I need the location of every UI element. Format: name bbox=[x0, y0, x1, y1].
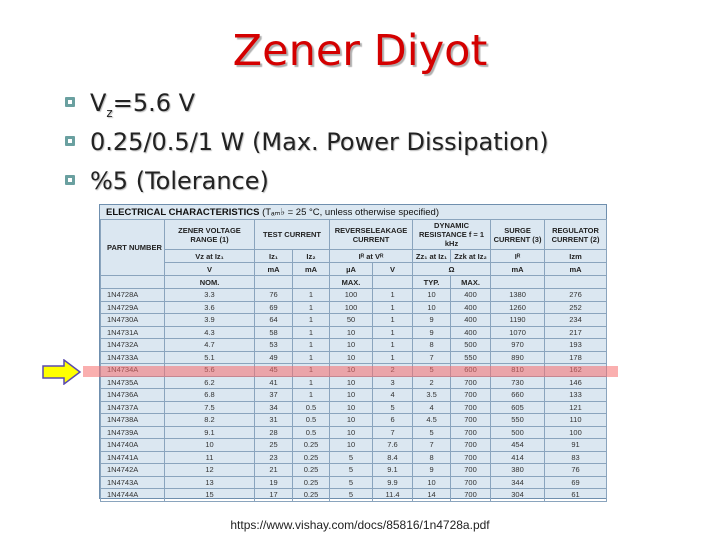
value-cell: 700 bbox=[451, 376, 491, 389]
value-cell: 550 bbox=[451, 351, 491, 364]
regulator-current-header: REGULATOR CURRENT (2) bbox=[545, 220, 607, 250]
value-cell: 454 bbox=[491, 439, 545, 452]
empty-cell bbox=[101, 276, 165, 289]
value-cell: 7.5 bbox=[165, 401, 255, 414]
value-cell: 5.1 bbox=[165, 351, 255, 364]
value-cell: 10 bbox=[330, 326, 373, 339]
unit-ma-3: mA bbox=[491, 263, 545, 276]
value-cell: 5 bbox=[330, 476, 373, 489]
part-number-cell: 1N4730A bbox=[101, 314, 165, 327]
value-cell: 49 bbox=[255, 351, 293, 364]
part-number-cell: 1N4732A bbox=[101, 339, 165, 352]
value-cell: 1 bbox=[373, 351, 413, 364]
value-cell: 400 bbox=[451, 301, 491, 314]
value-cell: 61 bbox=[545, 489, 607, 502]
value-cell: 10 bbox=[330, 401, 373, 414]
value-cell: 5 bbox=[330, 451, 373, 464]
value-cell: 7 bbox=[413, 351, 451, 364]
unit-v: V bbox=[165, 263, 255, 276]
value-cell: 252 bbox=[545, 301, 607, 314]
value-cell: 83 bbox=[545, 451, 607, 464]
value-cell: 0.25 bbox=[293, 464, 330, 477]
value-cell: 5 bbox=[373, 401, 413, 414]
value-cell: 1 bbox=[373, 314, 413, 327]
value-cell: 9 bbox=[413, 314, 451, 327]
value-cell: 8 bbox=[413, 451, 451, 464]
table-row bbox=[101, 489, 607, 502]
value-cell: 1 bbox=[293, 326, 330, 339]
table-row bbox=[101, 439, 607, 452]
value-cell: 344 bbox=[491, 476, 545, 489]
unit-ua: µA bbox=[330, 263, 373, 276]
value-cell: 69 bbox=[255, 301, 293, 314]
value-cell: 64 bbox=[255, 314, 293, 327]
value-cell: 21 bbox=[255, 464, 293, 477]
value-cell: 11 bbox=[165, 451, 255, 464]
value-cell: 14 bbox=[413, 489, 451, 502]
value-cell: 41 bbox=[255, 376, 293, 389]
value-cell: 5 bbox=[413, 426, 451, 439]
part-number-cell: 1N4729A bbox=[101, 301, 165, 314]
symbol-ir-vr: Iᴿ at Vᴿ bbox=[330, 250, 413, 263]
value-cell: 4 bbox=[373, 389, 413, 402]
value-cell: 730 bbox=[491, 376, 545, 389]
value-cell: 217 bbox=[545, 326, 607, 339]
electrical-characteristics-table bbox=[99, 204, 607, 499]
table-row bbox=[101, 289, 607, 302]
value-cell: 10 bbox=[413, 301, 451, 314]
part-number-cell: 1N4741A bbox=[101, 451, 165, 464]
surge-current-header: SURGE CURRENT (3) bbox=[491, 220, 545, 250]
value-cell: 8 bbox=[413, 339, 451, 352]
value-cell: 10 bbox=[413, 476, 451, 489]
value-cell: 1 bbox=[293, 376, 330, 389]
value-cell: 400 bbox=[451, 326, 491, 339]
value-cell: 970 bbox=[491, 339, 545, 352]
value-cell: 9.1 bbox=[165, 426, 255, 439]
value-cell: 50 bbox=[330, 314, 373, 327]
value-cell: 0.25 bbox=[293, 451, 330, 464]
value-cell: 400 bbox=[451, 289, 491, 302]
part-number-cell: 1N4744A bbox=[101, 489, 165, 502]
value-cell: 700 bbox=[451, 451, 491, 464]
value-cell: 11.4 bbox=[373, 489, 413, 502]
value-cell: 5 bbox=[330, 464, 373, 477]
part-number-cell: 1N4735A bbox=[101, 376, 165, 389]
dynamic-resistance-header: DYNAMIC RESISTANCE f = 1 kHz bbox=[413, 220, 491, 250]
value-cell: 146 bbox=[545, 376, 607, 389]
value-cell: 15 bbox=[165, 489, 255, 502]
value-cell: 8.4 bbox=[373, 451, 413, 464]
table-row bbox=[101, 426, 607, 439]
value-cell: 700 bbox=[451, 389, 491, 402]
table-row bbox=[101, 351, 607, 364]
subheader-nom: NOM. bbox=[165, 276, 255, 289]
value-cell: 178 bbox=[545, 351, 607, 364]
part-number-header: PART NUMBER bbox=[101, 220, 165, 276]
empty-cell bbox=[491, 276, 545, 289]
subheader-typ: TYP. bbox=[413, 276, 451, 289]
value-cell: 0.5 bbox=[293, 426, 330, 439]
value-cell: 890 bbox=[491, 351, 545, 364]
value-cell: 0.5 bbox=[293, 401, 330, 414]
value-cell: 100 bbox=[330, 301, 373, 314]
bullet-power: 0.25/0.5/1 W (Max. Power Dissipation) bbox=[62, 127, 549, 166]
table-row bbox=[101, 401, 607, 414]
value-cell: 3.9 bbox=[165, 314, 255, 327]
value-cell: 69 bbox=[545, 476, 607, 489]
part-number-cell: 1N4736A bbox=[101, 389, 165, 402]
value-cell: 76 bbox=[255, 289, 293, 302]
value-cell: 700 bbox=[451, 439, 491, 452]
subheader-max-2: MAX. bbox=[451, 276, 491, 289]
value-cell: 0.25 bbox=[293, 439, 330, 452]
bullet-list bbox=[62, 88, 549, 205]
value-cell: 10 bbox=[330, 426, 373, 439]
test-current-header: TEST CURRENT bbox=[255, 220, 330, 250]
value-cell: 7 bbox=[373, 426, 413, 439]
value-cell: 1 bbox=[293, 351, 330, 364]
value-cell: 500 bbox=[451, 339, 491, 352]
value-cell: 19 bbox=[255, 476, 293, 489]
unit-ohm: Ω bbox=[413, 263, 491, 276]
value-cell: 4.5 bbox=[413, 414, 451, 427]
value-cell: 133 bbox=[545, 389, 607, 402]
value-cell: 6.2 bbox=[165, 376, 255, 389]
value-cell: 7.6 bbox=[373, 439, 413, 452]
value-cell: 100 bbox=[330, 289, 373, 302]
table-row bbox=[101, 451, 607, 464]
value-cell: 3.3 bbox=[165, 289, 255, 302]
value-cell: 0.25 bbox=[293, 489, 330, 502]
symbol-izt2: Iz₂ bbox=[293, 250, 330, 263]
value-cell: 10 bbox=[330, 439, 373, 452]
part-number-cell: 1N4731A bbox=[101, 326, 165, 339]
value-cell: 31 bbox=[255, 414, 293, 427]
table-row bbox=[101, 476, 607, 489]
value-cell: 414 bbox=[491, 451, 545, 464]
value-cell: 700 bbox=[451, 414, 491, 427]
value-cell: 10 bbox=[330, 339, 373, 352]
value-cell: 10 bbox=[330, 389, 373, 402]
value-cell: 0.25 bbox=[293, 476, 330, 489]
value-cell: 1 bbox=[293, 389, 330, 402]
value-cell: 121 bbox=[545, 401, 607, 414]
part-number-cell: 1N4742A bbox=[101, 464, 165, 477]
part-number-cell: 1N4733A bbox=[101, 351, 165, 364]
empty-cell bbox=[373, 276, 413, 289]
symbol-vz: Vz at Iz₁ bbox=[165, 250, 255, 263]
part-number-cell: 1N4738A bbox=[101, 414, 165, 427]
table-row bbox=[101, 301, 607, 314]
value-cell: 4 bbox=[413, 401, 451, 414]
value-cell: 58 bbox=[255, 326, 293, 339]
value-cell: 1 bbox=[373, 289, 413, 302]
value-cell: 1190 bbox=[491, 314, 545, 327]
value-cell: 13 bbox=[165, 476, 255, 489]
source-link[interactable]: https://www.vishay.com/docs/85816/1n4728a.pdf bbox=[230, 518, 490, 532]
table-row bbox=[101, 389, 607, 402]
value-cell: 3 bbox=[373, 376, 413, 389]
value-cell: 4.3 bbox=[165, 326, 255, 339]
value-cell: 1 bbox=[293, 339, 330, 352]
value-cell: 9.1 bbox=[373, 464, 413, 477]
symbol-zzk: Zzk at Iz₂ bbox=[451, 250, 491, 263]
value-cell: 1 bbox=[293, 289, 330, 302]
value-cell: 700 bbox=[451, 401, 491, 414]
value-cell: 3.6 bbox=[165, 301, 255, 314]
value-cell: 8.2 bbox=[165, 414, 255, 427]
value-cell: 1 bbox=[293, 314, 330, 327]
value-cell: 1 bbox=[293, 301, 330, 314]
symbol-izt1: Iz₁ bbox=[255, 250, 293, 263]
value-cell: 9 bbox=[413, 464, 451, 477]
value-cell: 10 bbox=[330, 351, 373, 364]
slide-title: Zener Diyot bbox=[232, 26, 488, 76]
value-cell: 23 bbox=[255, 451, 293, 464]
table-row bbox=[101, 376, 607, 389]
part-number-cell: 1N4740A bbox=[101, 439, 165, 452]
value-cell: 1260 bbox=[491, 301, 545, 314]
table-row bbox=[101, 339, 607, 352]
empty-cell bbox=[293, 276, 330, 289]
square-bullet-icon bbox=[65, 175, 75, 185]
table-row bbox=[101, 464, 607, 477]
value-cell: 400 bbox=[451, 314, 491, 327]
value-cell: 234 bbox=[545, 314, 607, 327]
value-cell: 10 bbox=[413, 289, 451, 302]
table-row bbox=[101, 414, 607, 427]
value-cell: 110 bbox=[545, 414, 607, 427]
value-cell: 9 bbox=[413, 326, 451, 339]
value-cell: 28 bbox=[255, 426, 293, 439]
empty-cell bbox=[545, 276, 607, 289]
value-cell: 3.5 bbox=[413, 389, 451, 402]
table-title: ELECTRICAL CHARACTERISTICS (Tₐₘ♭ = 25 °C, unless otherwise specified) bbox=[106, 207, 439, 218]
value-cell: 304 bbox=[491, 489, 545, 502]
reverse-leakage-header: REVERSELEAKAGE CURRENT bbox=[330, 220, 413, 250]
value-cell: 0.5 bbox=[293, 414, 330, 427]
value-cell: 5 bbox=[330, 489, 373, 502]
value-cell: 1 bbox=[373, 301, 413, 314]
value-cell: 76 bbox=[545, 464, 607, 477]
value-cell: 1 bbox=[373, 339, 413, 352]
square-bullet-icon bbox=[65, 136, 75, 146]
table-row bbox=[101, 326, 607, 339]
value-cell: 91 bbox=[545, 439, 607, 452]
value-cell: 660 bbox=[491, 389, 545, 402]
value-cell: 2 bbox=[413, 376, 451, 389]
value-cell: 10 bbox=[330, 376, 373, 389]
value-cell: 1380 bbox=[491, 289, 545, 302]
part-number-cell: 1N4728A bbox=[101, 289, 165, 302]
subheader-max: MAX. bbox=[330, 276, 373, 289]
symbol-ir: Iᴿ bbox=[491, 250, 545, 263]
value-cell: 7 bbox=[413, 439, 451, 452]
characteristics-grid bbox=[100, 219, 607, 502]
unit-ma-1: mA bbox=[255, 263, 293, 276]
value-cell: 4.7 bbox=[165, 339, 255, 352]
value-cell: 37 bbox=[255, 389, 293, 402]
value-cell: 193 bbox=[545, 339, 607, 352]
value-cell: 10 bbox=[330, 414, 373, 427]
value-cell: 550 bbox=[491, 414, 545, 427]
value-cell: 500 bbox=[491, 426, 545, 439]
value-cell: 53 bbox=[255, 339, 293, 352]
part-number-cell: 1N4737A bbox=[101, 401, 165, 414]
value-cell: 12 bbox=[165, 464, 255, 477]
symbol-zzt: Zz₁ at Iz₁ bbox=[413, 250, 451, 263]
table-row bbox=[101, 314, 607, 327]
value-cell: 700 bbox=[451, 489, 491, 502]
value-cell: 1 bbox=[373, 326, 413, 339]
value-cell: 6 bbox=[373, 414, 413, 427]
value-cell: 700 bbox=[451, 426, 491, 439]
value-cell: 25 bbox=[255, 439, 293, 452]
unit-ma-2: mA bbox=[293, 263, 330, 276]
square-bullet-icon bbox=[65, 97, 75, 107]
unit-ma-4: mA bbox=[545, 263, 607, 276]
bullet-voltage: $V_z=5.6$ V bbox=[62, 88, 549, 127]
part-number-cell: 1N4739A bbox=[101, 426, 165, 439]
value-cell: 17 bbox=[255, 489, 293, 502]
empty-cell bbox=[255, 276, 293, 289]
value-cell: 34 bbox=[255, 401, 293, 414]
value-cell: 100 bbox=[545, 426, 607, 439]
symbol-izm: Izm bbox=[545, 250, 607, 263]
part-number-cell: 1N4743A bbox=[101, 476, 165, 489]
zener-voltage-header: ZENER VOLTAGE RANGE (1) bbox=[165, 220, 255, 250]
unit-v-2: V bbox=[373, 263, 413, 276]
value-cell: 276 bbox=[545, 289, 607, 302]
value-cell: 1070 bbox=[491, 326, 545, 339]
value-cell: 700 bbox=[451, 476, 491, 489]
value-cell: 9.9 bbox=[373, 476, 413, 489]
arrow-right-icon bbox=[42, 359, 82, 385]
value-cell: 700 bbox=[451, 464, 491, 477]
value-cell: 605 bbox=[491, 401, 545, 414]
value-cell: 6.8 bbox=[165, 389, 255, 402]
value-cell: 380 bbox=[491, 464, 545, 477]
table-body bbox=[101, 289, 607, 502]
highlight-row-overlay bbox=[83, 366, 618, 377]
value-cell: 10 bbox=[165, 439, 255, 452]
bullet-tolerance: %5 (Tolerance) bbox=[62, 166, 549, 205]
